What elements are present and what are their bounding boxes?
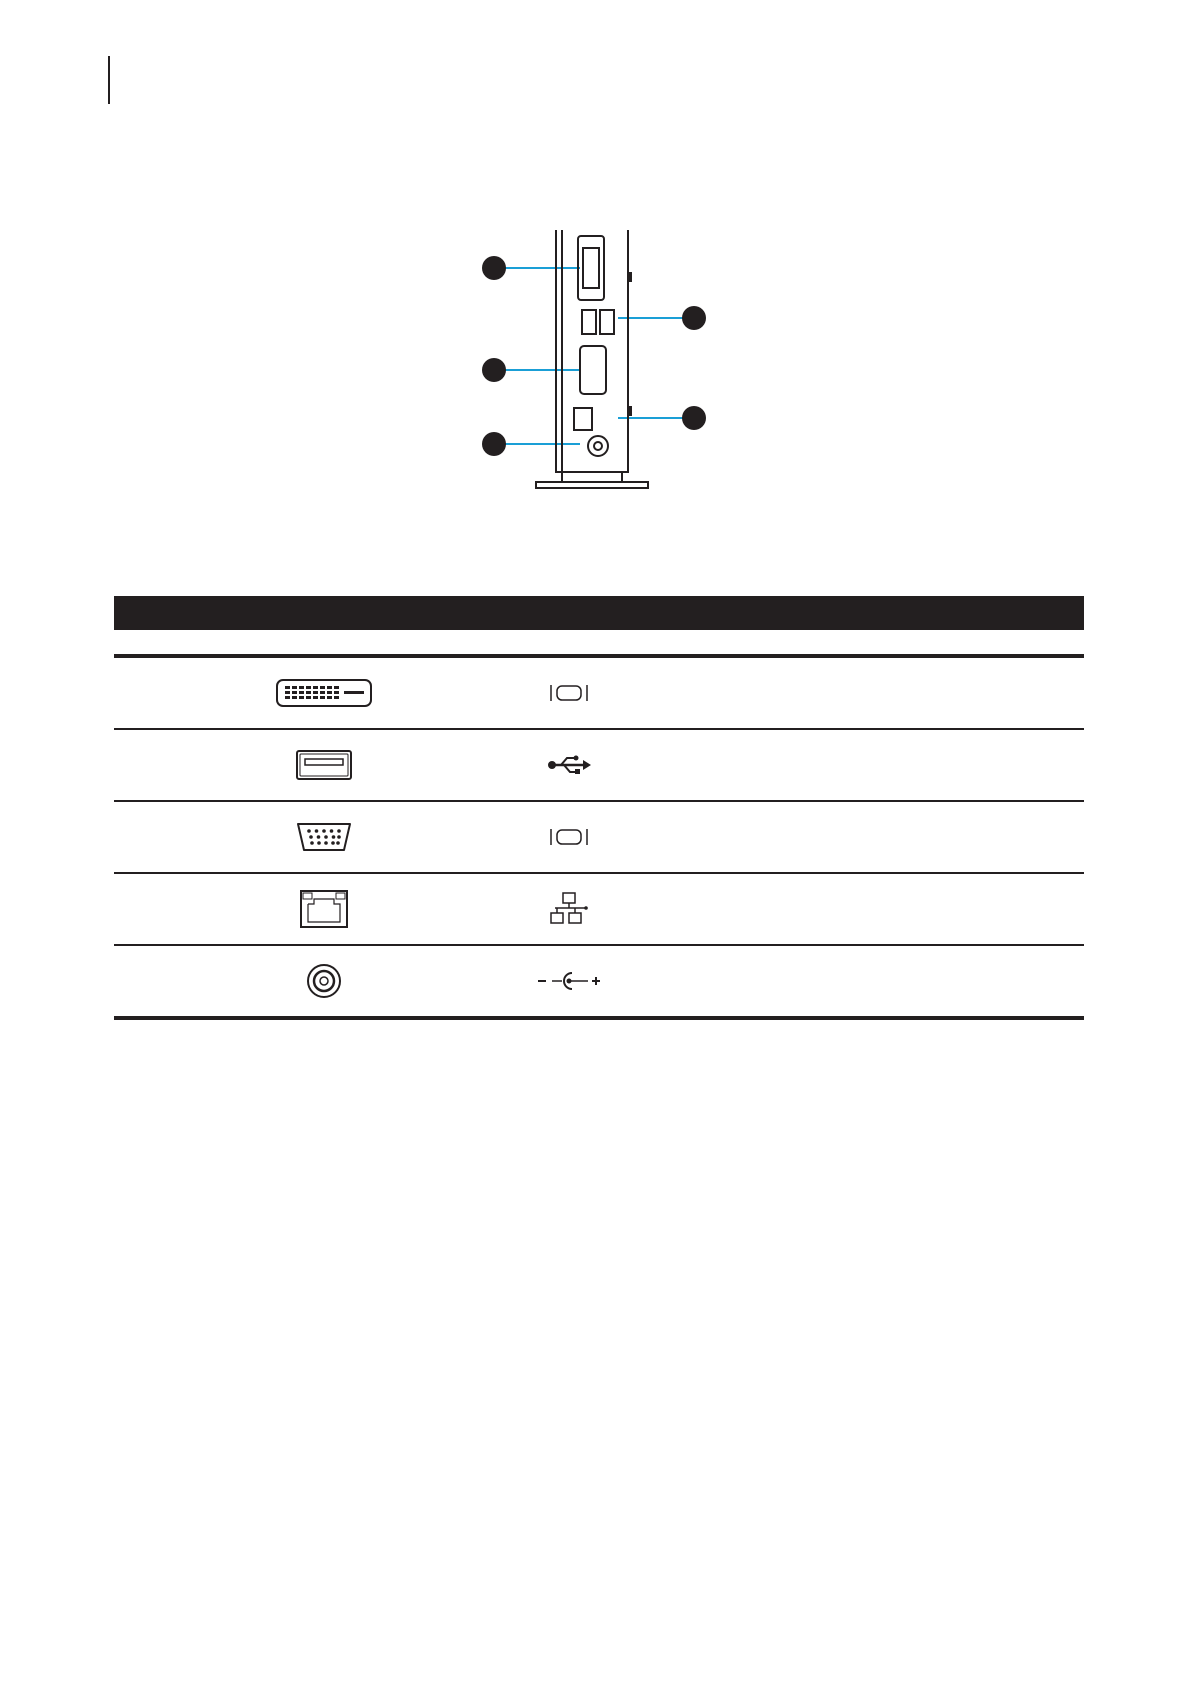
usb-symbol-icon [547,754,591,776]
monitor-symbol-icon [549,827,589,847]
dvi-connector-icon [276,679,372,707]
connector-cell [224,658,424,728]
margin-rule [108,56,110,104]
symbol-cell [524,874,614,944]
monitor-symbol-icon [549,683,589,703]
callout-5-dot [682,406,706,430]
network-symbol-icon [549,892,589,926]
table-header-bar [114,596,1084,630]
port-table [114,596,1084,1020]
ethernet-connector-icon [300,890,348,928]
symbol-cell [524,802,614,872]
symbol-cell [524,946,614,1016]
usb-connector-icon [296,750,352,780]
callout-3-dot [482,432,506,456]
table-row [114,730,1084,802]
connector-cell [224,730,424,800]
device-rear-panel-figure [470,230,740,530]
dc-power-jack-icon [306,963,342,999]
symbol-cell [524,658,614,728]
connector-cell [224,874,424,944]
vga-connector-icon [295,821,353,853]
callout-1-dot [482,256,506,280]
connector-cell [224,802,424,872]
dc-polarity-symbol-icon [536,970,602,992]
connector-cell [224,946,424,1016]
table-row [114,946,1084,1020]
table-row [114,658,1084,730]
symbol-cell [524,730,614,800]
callout-2-dot [482,358,506,382]
table-row [114,802,1084,874]
callout-4-dot [682,306,706,330]
table-row [114,874,1084,946]
